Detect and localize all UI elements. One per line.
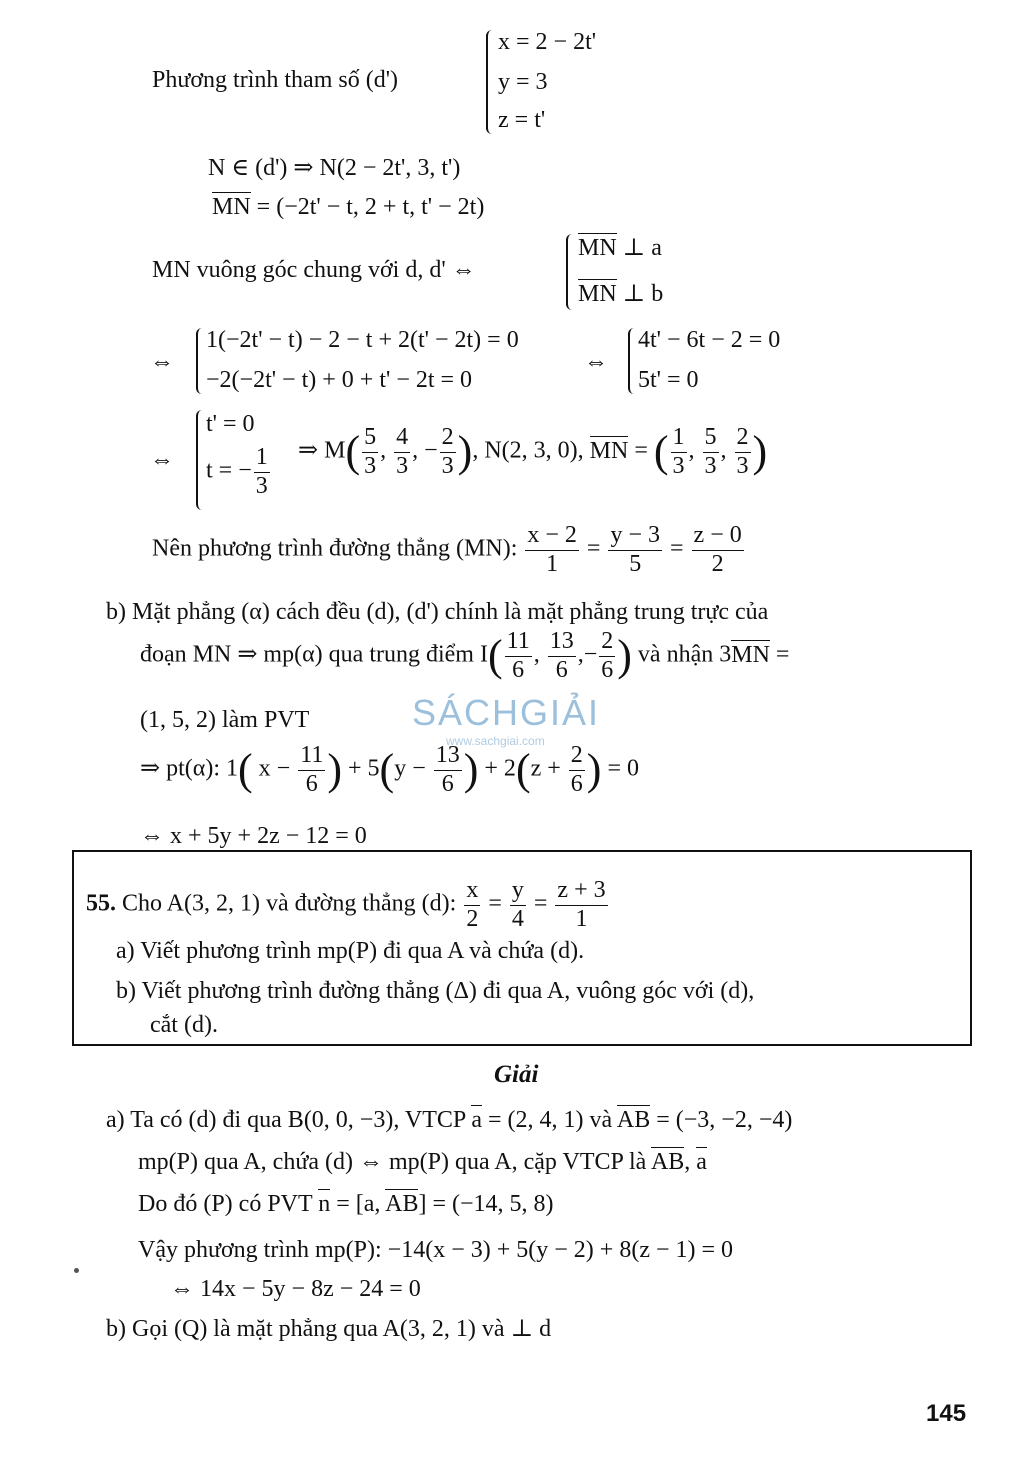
param-brace (486, 30, 496, 134)
mn-y (703, 424, 719, 480)
vec-a: a (471, 1107, 483, 1133)
m-z (440, 424, 456, 480)
num: y − 3 (608, 522, 662, 551)
mn-vec-3: MN (589, 437, 629, 464)
equiv-3: ⇔ (150, 447, 174, 473)
point-m-line: ⇒ M( $\frac{5}{3}$ , $\frac{4}{3}$ , − $\frac{2}{3}$ ), N(2, 3, 0), MN = ( $\frac{1}{3}$ , $\frac{5}{3}$ , $\frac{2}{3}$ ) (298, 424, 768, 479)
sol-t (206, 444, 272, 500)
perp-cond-2 (578, 280, 663, 309)
comma: , (412, 437, 419, 464)
mn-vec-4: MN (731, 641, 770, 668)
mn-line-label: Nên phương trình đường thẳng (MN): (152, 535, 518, 562)
mn-x (671, 424, 687, 480)
mn-vec-1: MN (578, 235, 617, 261)
s3b: = [a, (336, 1191, 381, 1217)
eq: = (775, 641, 790, 668)
mn-vector: MN (212, 194, 251, 220)
frac-z (692, 522, 744, 578)
part-b-line1: b) Mặt phẳng (α) cách đều (d), (d') chính là mặt phẳng trung trực của (106, 599, 769, 625)
num: 2 (599, 628, 615, 657)
num: 2 (569, 742, 585, 771)
part-b-line2: đoạn MN ⇒ mp(α) qua trung điểm I( $\frac{11}{6}$ , $\frac{13}{6}$ ,− $\frac{2}{6}$ ) và nhận 3MN = (140, 628, 790, 683)
comma: , (533, 641, 540, 668)
num: z + 3 (555, 877, 607, 906)
point-n: , N(2, 3, 0), (472, 437, 584, 464)
den: 1 (546, 550, 559, 577)
den: 3 (396, 452, 409, 479)
watermark-brand: SÁCHGIẢI (412, 692, 601, 733)
den: 3 (364, 452, 377, 479)
vec-n: n (318, 1191, 331, 1217)
s2a: mp(P) qua A, chứa (d) ⇔ mp(P) qua A, cặp VTCP là (138, 1149, 647, 1175)
exercise-b-1: b) Viết phương trình đường thẳng (Δ) đi qua A, vuông góc với (d), (116, 978, 755, 1004)
num: 1 (671, 424, 687, 453)
den: 3 (736, 452, 749, 479)
vec-ab-3: AB (385, 1191, 419, 1217)
den: 6 (441, 770, 454, 797)
m-x (362, 424, 378, 480)
solution-a-line4: Vậy phương trình mp(P): −14(x − 3) + 5(y − 2) + 8(z − 1) = 0 (138, 1237, 734, 1263)
equiv-1: ⇔ (150, 349, 174, 375)
i-y (548, 628, 576, 684)
watermark-url: www.sachgiai.com (446, 734, 545, 748)
frac-y (608, 522, 662, 578)
sol-brace (196, 410, 206, 510)
frac-11-6 (298, 742, 325, 798)
z-plus: z + (530, 755, 561, 782)
part-b-line3: (1, 5, 2) làm PVT (140, 707, 310, 733)
b-line2-tail: và nhận 3 (637, 641, 732, 668)
den: 6 (555, 656, 568, 683)
scan-speck (74, 1268, 79, 1273)
frac-2-6 (569, 742, 585, 798)
plane-alpha-eq: ⇒ pt(α): 1( x − $\frac{11}{6}$ ) + 5(y − $\frac{13}{6}$ ) + 2(z + $\frac{2}{6}$ ) = 0 (140, 742, 639, 797)
exercise-statement (86, 877, 610, 933)
point-m-label: ⇒ M (298, 437, 346, 464)
i-x (505, 628, 532, 684)
s3a: Do đó (P) có PVT (138, 1191, 313, 1217)
s1a: a) Ta có (d) đi qua B(0, 0, −3), VTCP (106, 1107, 466, 1133)
param-label: Phương trình tham số (d') (152, 67, 399, 93)
param-x: x = 2 − 2t' (498, 29, 597, 55)
coef-2: + 2 (484, 755, 516, 782)
solution-a-line5: ⇔ 14x − 5y − 8z − 24 = 0 (170, 1276, 421, 1302)
eq: = (488, 890, 502, 917)
num: 2 (735, 424, 751, 453)
exercise-text: Cho A(3, 2, 1) và đường thẳng (d): (122, 890, 457, 917)
eq-zero: = 0 (607, 755, 639, 782)
mn-line-eq (152, 522, 746, 578)
vec-ab-2: AB (650, 1149, 685, 1175)
den: 4 (511, 905, 524, 932)
num: x − 2 (525, 522, 579, 551)
frac-13-6 (434, 742, 462, 798)
comma: , (688, 437, 695, 464)
s1c: = (−3, −2, −4) (656, 1107, 793, 1133)
coef-5: + 5 (347, 755, 380, 782)
num: 13 (548, 628, 576, 657)
perp-cond-1 (578, 234, 662, 263)
minus: − (583, 641, 598, 668)
perp-label: MN vuông góc chung với d, d' ⇔ (152, 257, 476, 283)
den: 6 (305, 770, 318, 797)
n-in-d: N ∈ (d') ⇒ N(2 − 2t', 3, t') (208, 155, 461, 181)
perp-b: ⊥ b (622, 281, 664, 307)
num: x (464, 877, 480, 906)
frac-x-2 (464, 877, 480, 933)
page-number: 145 (926, 1400, 967, 1427)
sys2-brace (628, 328, 638, 394)
num: 13 (434, 742, 462, 771)
sol-t-text: t = − (206, 457, 252, 484)
equiv-2: ⇔ (584, 349, 608, 375)
den: 6 (601, 656, 614, 683)
solution-a-line3 (138, 1190, 554, 1219)
num: z − 0 (692, 522, 744, 551)
num: 11 (505, 628, 532, 657)
minus: − (424, 437, 438, 464)
perp-brace (566, 234, 576, 310)
sol-t-prime: t' = 0 (206, 411, 255, 437)
final-eq: ⇔ x + 5y + 2z − 12 = 0 (140, 823, 367, 849)
s3c: ] = (−14, 5, 8) (418, 1191, 554, 1217)
eq: = (670, 535, 684, 562)
solution-a-line2 (138, 1148, 707, 1177)
x-minus: x − (258, 755, 291, 782)
frac-y-4 (510, 877, 526, 933)
frac-1-3 (254, 444, 270, 500)
comma: , (577, 641, 584, 668)
num: 4 (394, 424, 410, 453)
frac-x (525, 522, 579, 578)
solution-a-line1 (106, 1106, 792, 1135)
mn-vector-expr: = (−2t' − t, 2 + t, t' − 2t) (256, 194, 485, 220)
sys2-eq-a: 4t' − 6t − 2 = 0 (638, 327, 781, 353)
exercise-b-2: cắt (d). (150, 1012, 218, 1038)
param-z: z = t' (498, 107, 546, 133)
num: 2 (440, 424, 456, 453)
vec-a-2: a (696, 1149, 707, 1175)
den: 5 (629, 550, 642, 577)
s1b: = (2, 4, 1) và (488, 1107, 613, 1133)
sys1-eq-b: −2(−2t' − t) + 0 + t' − 2t = 0 (206, 367, 473, 393)
mn-vec-2: MN (578, 281, 617, 307)
comma: , (380, 437, 387, 464)
eq: = (634, 437, 648, 464)
solution-b-line1: b) Gọi (Q) là mặt phẳng qua A(3, 2, 1) và ⊥ d (106, 1316, 552, 1342)
m-y (394, 424, 410, 480)
pt-alpha-label: ⇒ pt(α): 1 (140, 755, 239, 782)
num: 1 (254, 444, 270, 473)
y-minus: y − (394, 755, 426, 782)
comma: , (684, 1149, 691, 1175)
num: 5 (703, 424, 719, 453)
den: 6 (512, 656, 525, 683)
num: 11 (298, 742, 325, 771)
sys1-eq-a: 1(−2t' − t) − 2 − t + 2(t' − 2t) = 0 (206, 327, 519, 353)
vec-ab: AB (616, 1107, 651, 1133)
i-z (599, 628, 615, 684)
den: 3 (441, 452, 454, 479)
sys1-brace (196, 328, 206, 394)
watermark (412, 692, 600, 748)
eq: = (586, 535, 601, 562)
frac-z-1 (555, 877, 607, 933)
den: 1 (575, 905, 588, 932)
eq: = (533, 890, 548, 917)
den: 2 (466, 905, 479, 932)
sys2-eq-b: 5t' = 0 (638, 367, 699, 393)
den: 2 (711, 550, 724, 577)
comma: , (720, 437, 727, 464)
den: 3 (672, 452, 685, 479)
perp-a: ⊥ a (622, 235, 662, 261)
num: y (510, 877, 526, 906)
mn-vector-line (212, 193, 484, 222)
b-line2-text: đoạn MN ⇒ mp(α) qua trung điểm I (140, 641, 488, 668)
param-y: y = 3 (498, 69, 548, 95)
den: 3 (704, 452, 717, 479)
exercise-number: 55. (86, 890, 116, 917)
num: 5 (362, 424, 378, 453)
exercise-a: a) Viết phương trình mp(P) đi qua A và chứa (d). (116, 938, 585, 964)
mn-z (735, 424, 751, 480)
solution-heading: Giải (494, 1061, 539, 1088)
den: 6 (570, 770, 583, 797)
den: 3 (255, 472, 268, 499)
